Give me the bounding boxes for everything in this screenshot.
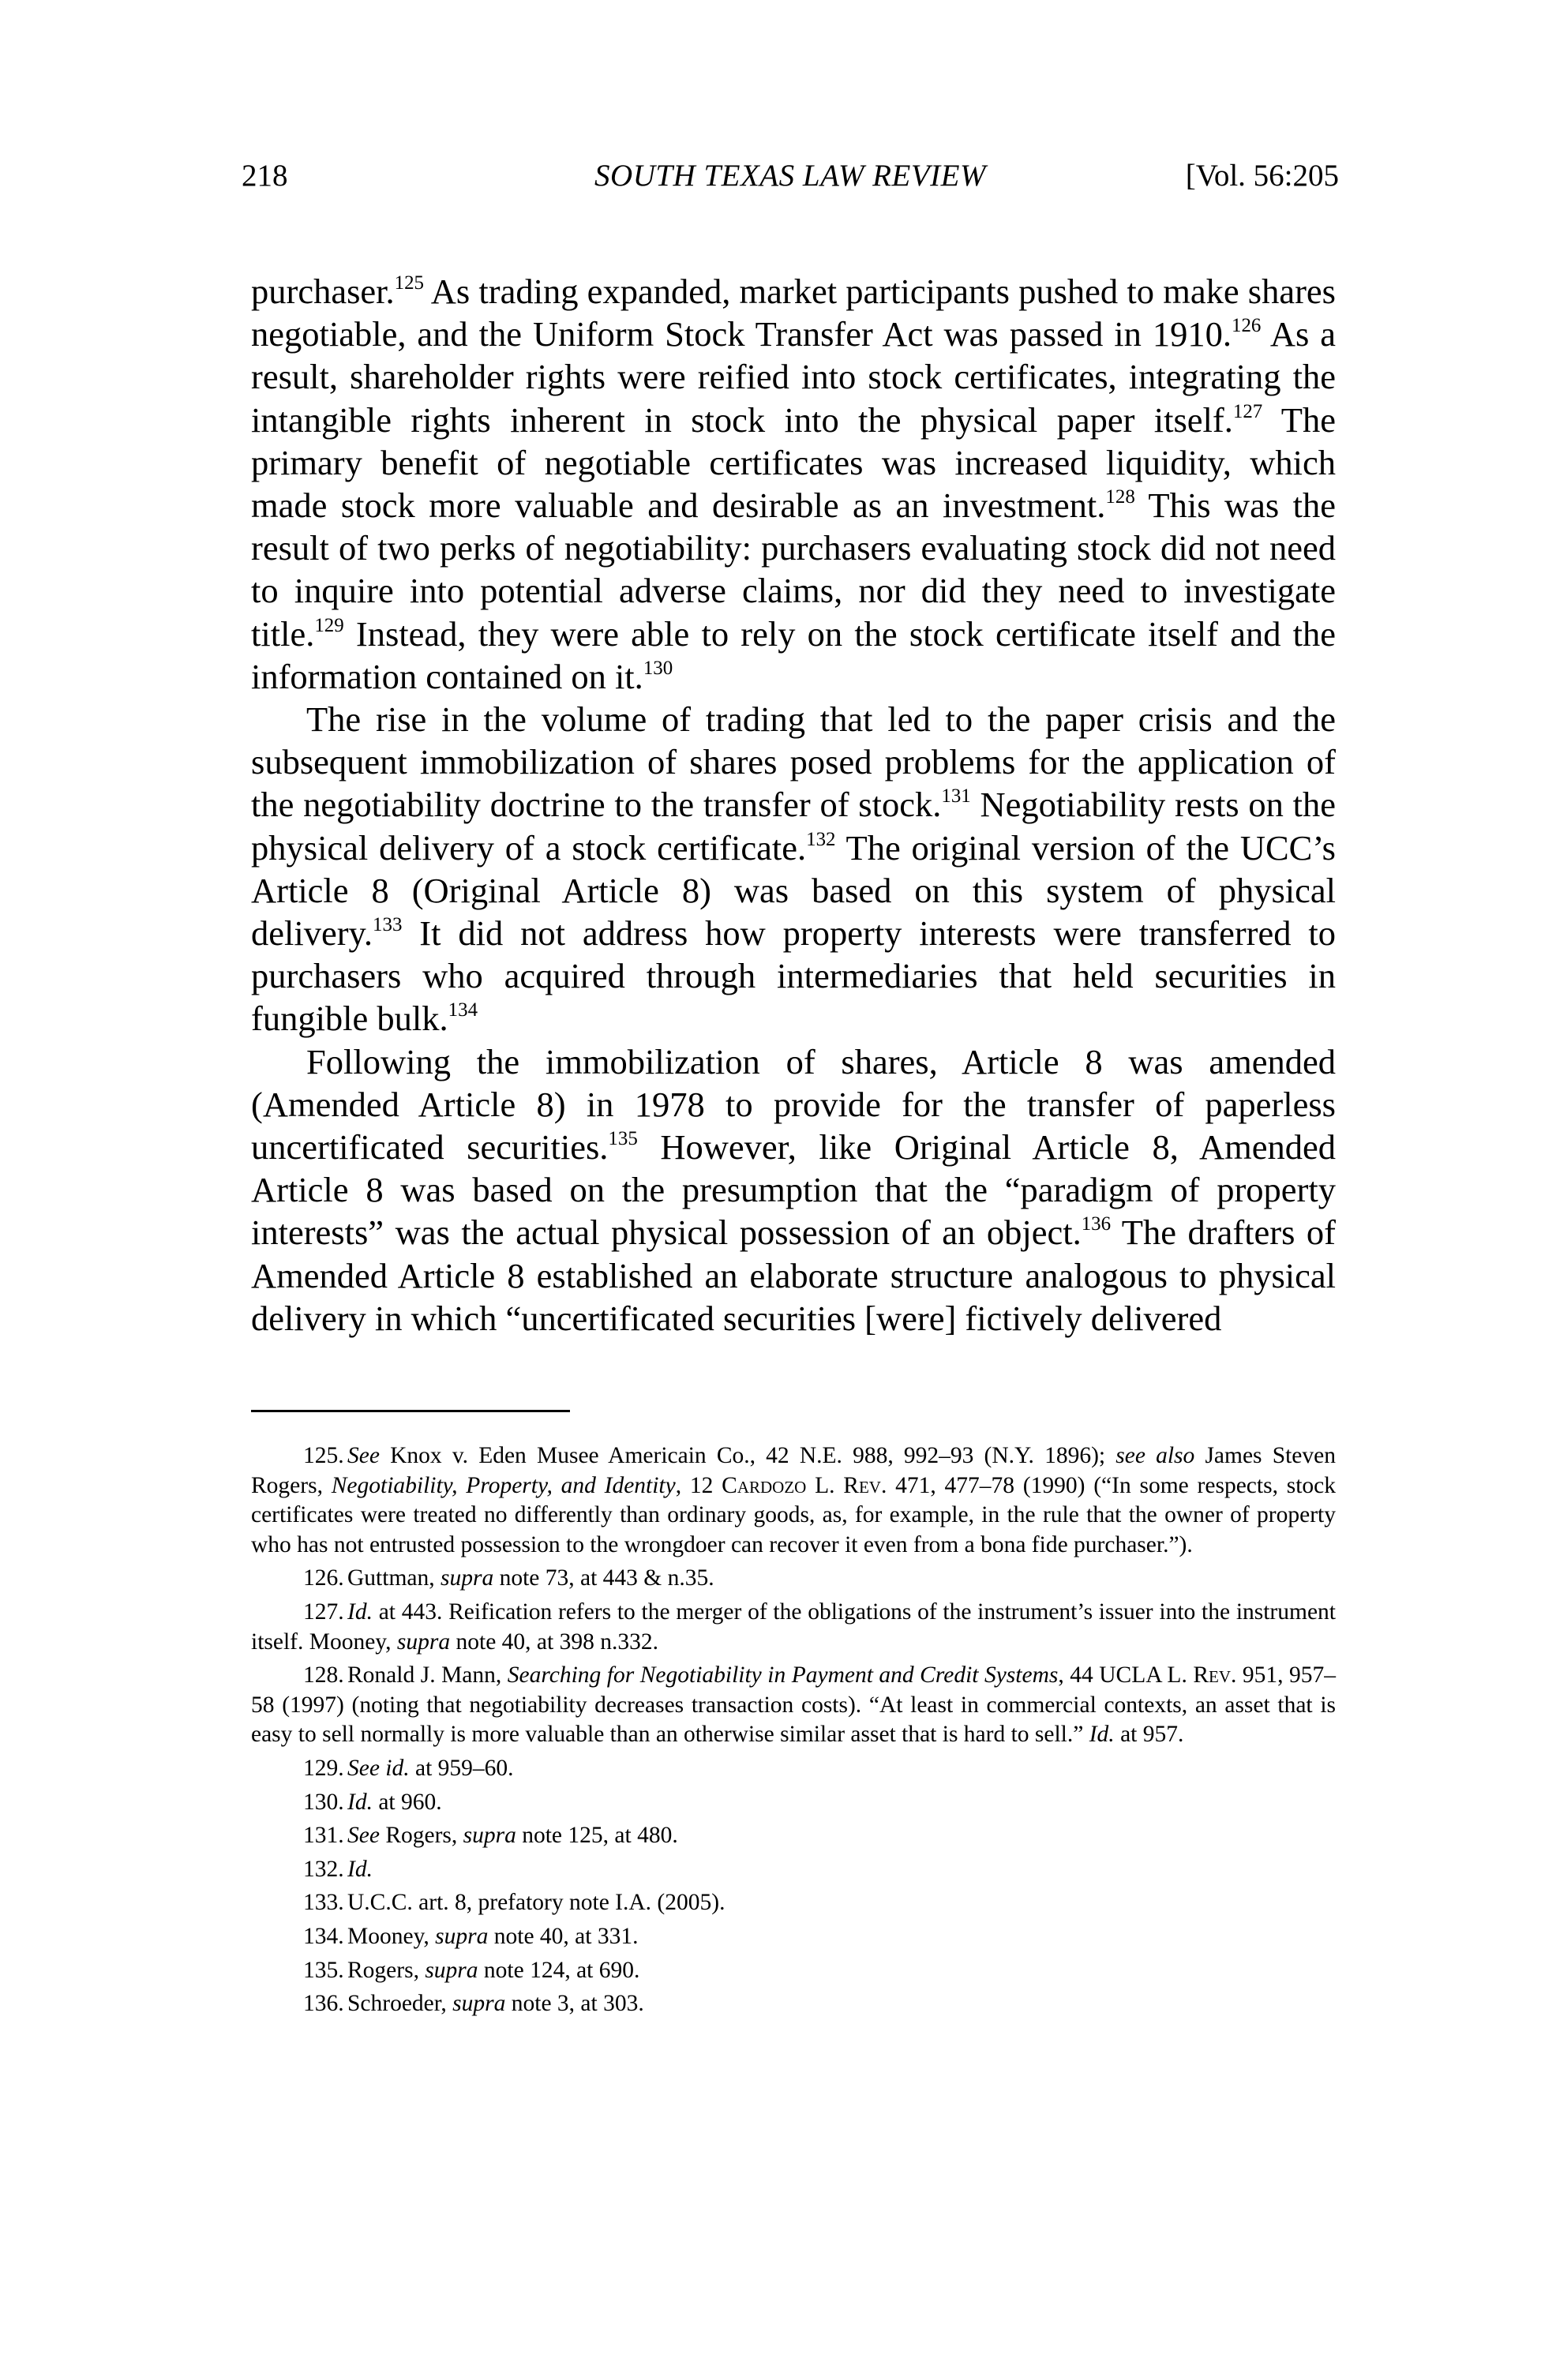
italic-text: supra (452, 1991, 506, 2017)
footnote (251, 1989, 1336, 2019)
footnote-divider (251, 1410, 570, 1412)
page-number: 218 (242, 159, 288, 193)
paragraph (251, 270, 1336, 698)
italic-text: Negotiability, Property, and Identity (331, 1472, 676, 1498)
footnote-number: 129. (303, 1755, 344, 1781)
text-run: Rogers, (347, 1957, 426, 1983)
text-run: The primary benefit of negotiable certificates was increased liquidity, which made stock more valuable and desirable as an investment. (251, 399, 1336, 526)
text-run: Following the immobilization of shares, Article 8 was amended (Amended Article 8) in 1978 to provide for the transfer of paperless uncertificated securities. (251, 1041, 1336, 1168)
italic-text: See id. (347, 1755, 410, 1781)
italic-text: supra (463, 1823, 516, 1849)
footnote (251, 1922, 1336, 1952)
footnote-number: 136. (303, 1991, 344, 2017)
footnotes (251, 1441, 1336, 2023)
text-run: Knox v. Eden Musee Americain Co., 42 N.E. 988, 992–93 (N.Y. 1896); (379, 1443, 1116, 1468)
small-caps-text: Cardozo L. Rev. (722, 1472, 887, 1498)
italic-text: supra (435, 1923, 489, 1949)
footnote-number: 125. (303, 1443, 344, 1468)
footnote-number: 128. (303, 1662, 344, 1688)
footnote-reference: 125 (394, 272, 424, 294)
footnote-number: 131. (303, 1823, 344, 1849)
volume-citation: [Vol. 56:205 (1185, 159, 1339, 193)
footnote-reference: 132 (806, 828, 836, 850)
running-header (242, 158, 1339, 213)
text-run: note 124, at 690. (478, 1957, 640, 1983)
text-run: U.C.C. art. 8, prefatory note I.A. (2005). (347, 1890, 726, 1916)
text-run: at 959–60. (409, 1755, 514, 1781)
footnote (251, 1855, 1336, 1885)
body-text (251, 270, 1336, 1340)
footnote-number: 126. (303, 1565, 344, 1591)
text-run: Ronald J. Mann, (347, 1662, 508, 1688)
text-run: Rogers, (379, 1823, 463, 1849)
text-run: Guttman, (347, 1565, 441, 1591)
text-run: Negotiability rests on the physical delivery of a stock certificate. (251, 785, 1336, 868)
italic-text: See (347, 1823, 380, 1849)
text-run: Mooney, (347, 1923, 436, 1949)
text-run: This was the result of two perks of negotiability: purchasers evaluating stock did not need to inquire into potential adverse claims, nor did they need to investigate title. (251, 485, 1336, 654)
text-run: As trading expanded, market participants pushed to make shares negotiable, and the Uniform Stock Transfer Act was passed in 1910. (251, 272, 1336, 354)
footnote (251, 1888, 1336, 1918)
italic-text: supra (425, 1957, 478, 1983)
journal-title: SOUTH TEXAS LAW REVIEW (594, 159, 986, 193)
text-run: Instead, they were able to rely on the stock certificate itself and the information contained on it. (251, 613, 1336, 696)
footnote (251, 1441, 1336, 1560)
footnote (251, 1564, 1336, 1594)
text-run: 951, 957–58 (1997) (noting that negotiability decreases transaction costs). “At least in commercial contexts, an asset that is easy to sell normally is more valuable than an otherwise similar asset that is hard to sell.” (251, 1662, 1336, 1748)
italic-text: Searching for Negotiability in Payment and Credit Systems (507, 1662, 1059, 1688)
italic-text: See (347, 1443, 380, 1468)
footnote (251, 1788, 1336, 1818)
paragraph (251, 1040, 1336, 1340)
footnote-reference: 127 (1232, 400, 1263, 422)
italic-text: Id. (347, 1789, 373, 1815)
footnote-reference: 135 (608, 1128, 638, 1150)
footnote-reference: 130 (643, 657, 673, 679)
text-run: purchaser. (251, 272, 395, 311)
text-run: , 12 (675, 1472, 722, 1498)
italic-text: supra (396, 1629, 451, 1655)
footnote-reference: 136 (1081, 1213, 1112, 1235)
footnote (251, 1956, 1336, 1986)
footnote-reference: 134 (448, 999, 478, 1021)
small-caps-text: Rev. (1193, 1662, 1237, 1688)
text-run: note 73, at 443 & n.35. (493, 1565, 714, 1591)
text-run: The rise in the volume of trading that led to the paper crisis and the subsequent immobilization of shares posed problems for the application of the negotiability doctrine to the transfer of stock. (251, 699, 1336, 825)
italic-text: Id. (347, 1856, 373, 1882)
footnote-number: 130. (303, 1789, 344, 1815)
italic-text: Id. (1089, 1722, 1115, 1748)
italic-text: Id. (347, 1599, 373, 1625)
text-run: It did not address how property interests were transferred to purchasers who acquired through intermediaries that held securities in fungible bulk. (251, 913, 1336, 1039)
footnote-number: 134. (303, 1923, 344, 1949)
text-run: note 3, at 303. (505, 1991, 644, 2017)
footnote-number: 133. (303, 1890, 344, 1916)
text-run: As a result, shareholder rights were reified into stock certificates, integrating the intangible rights inherent in stock into the physical paper itself. (251, 314, 1337, 440)
footnote-reference: 133 (373, 914, 403, 936)
text-run: at 443. Reification refers to the merger of the obligations of the instrument’s issuer into the instrument itself. Mooney, (251, 1599, 1336, 1655)
footnote-number: 127. (303, 1599, 344, 1625)
footnote (251, 1661, 1336, 1750)
footnote (251, 1754, 1336, 1784)
footnote-reference: 126 (1231, 315, 1262, 337)
text-run: The drafters of Amended Article 8 established an elaborate structure analogous to physical delivery in which “uncertificated securities [were] fictively delivered (251, 1212, 1336, 1338)
text-run: note 125, at 480. (516, 1823, 678, 1849)
footnote-number: 132. (303, 1856, 344, 1882)
footnote (251, 1821, 1336, 1851)
text-run: note 40, at 398 n.332. (450, 1629, 658, 1655)
text-run: note 40, at 331. (488, 1923, 639, 1949)
text-run: at 957. (1114, 1722, 1184, 1748)
footnote-number: 135. (303, 1957, 344, 1983)
text-run: James Steven Rogers, (251, 1443, 1336, 1498)
footnote (251, 1598, 1336, 1657)
text-run: at 960. (372, 1789, 442, 1815)
italic-text: supra (441, 1565, 494, 1591)
text-run: However, like Original Article 8, Amended Article 8 was based on the presumption that the “paradigm of property interests” was the actual physical possession of an object. (251, 1127, 1336, 1253)
text-run: , 44 UCLA L. (1058, 1662, 1194, 1688)
text-run: Schroeder, (347, 1991, 453, 2017)
italic-text: see also (1115, 1443, 1195, 1468)
text-run: The original version of the UCC’s Article 8 (Original Article 8) was based on this system of physical delivery. (251, 827, 1337, 954)
text-run: 471, 477–78 (1990) (“In some respects, stock certificates were treated no differently than ordinary goods, as, for example, in the rule that the owner of property who has not entrusted possession to the wrongdoer can recover it even from a bona fide purchaser.”). (251, 1472, 1336, 1557)
paragraph (251, 698, 1336, 1040)
footnote-reference: 131 (941, 785, 971, 808)
footnote-reference: 129 (314, 614, 344, 636)
footnote-reference: 128 (1105, 486, 1135, 508)
